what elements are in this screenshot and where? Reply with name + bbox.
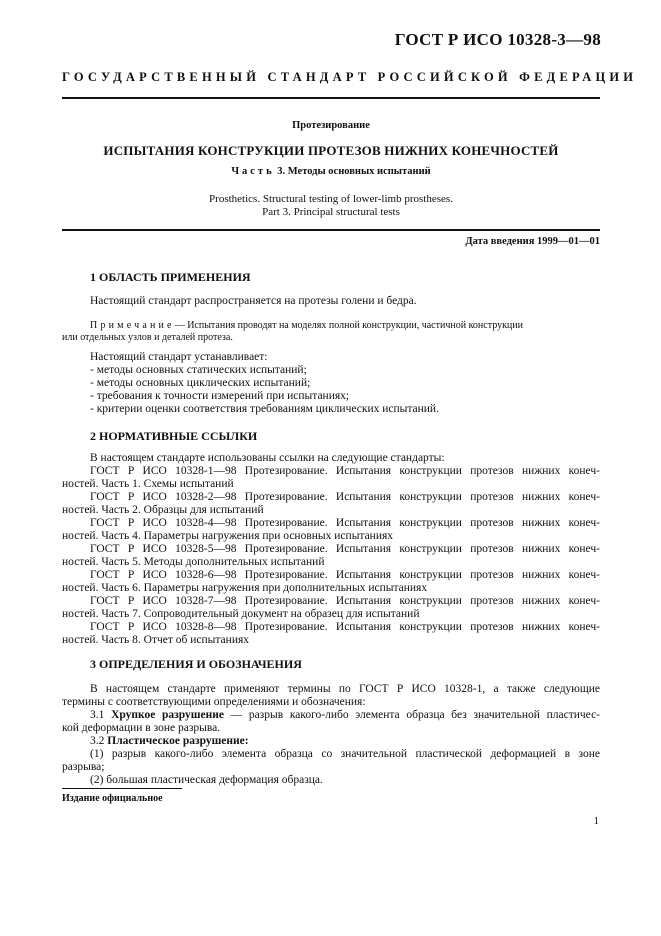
reference-line2: ностей. Часть 6. Параметры нагружения при дополнительных испытаниях (62, 582, 428, 594)
list-item: - методы основных циклических испытаний; (90, 377, 311, 389)
list-item: - требования к точности измерений при испытаниях; (90, 390, 350, 402)
section1-heading: 1 ОБЛАСТЬ ПРИМЕНЕНИЯ (90, 270, 251, 284)
state-standard-banner: ГОСУДАРСТВЕННЫЙ СТАНДАРТ РОССИЙСКОЙ ФЕДЕРАЦИИ (62, 70, 638, 84)
definition-3-2-heading: 3.2 Пластическое разрушение: (90, 735, 249, 747)
title-divider (62, 229, 600, 231)
reference-line1: ГОСТ Р ИСО 10328-2—98 Протезирование. Испытания конструкции протезов нижних конеч- (90, 491, 600, 503)
reference-line1: ГОСТ Р ИСО 10328-7—98 Протезирование. Испытания конструкции протезов нижних конеч- (90, 595, 600, 607)
top-divider (62, 97, 600, 99)
reference-line2: ностей. Часть 4. Параметры нагружения при основных испытаниях (62, 530, 394, 542)
reference-line1: ГОСТ Р ИСО 10328-4—98 Протезирование. Испытания конструкции протезов нижних конеч- (90, 517, 600, 529)
part-rest: 3. Методы основных испытаний (277, 166, 431, 177)
reference-line1: ГОСТ Р ИСО 10328-6—98 Протезирование. Испытания конструкции протезов нижних конеч- (90, 569, 600, 581)
definition-3-1-line2: кой деформации в зоне разрыва. (62, 722, 221, 734)
main-title: ИСПЫТАНИЯ КОНСТРУКЦИИ ПРОТЕЗОВ НИЖНИХ КОНЕЧНОСТЕЙ (103, 143, 559, 158)
english-title-line2: Part 3. Principal structural tests (262, 206, 400, 218)
reference-line2: ностей. Часть 1. Схемы испытаний (62, 478, 234, 490)
gost-number: ГОСТ Р ИСО 10328-3—98 (394, 30, 601, 49)
reference-line2: ностей. Часть 5. Методы дополнительных испытаний (62, 556, 325, 568)
term-plastic-fracture: Пластическое разрушение: (107, 735, 249, 747)
section3-intro-line1: В настоящем стандарте применяют термины по ГОСТ Р ИСО 10328-1, а также следующие (90, 683, 600, 695)
definition-3-2-item2: (2) большая пластическая деформация образца. (90, 774, 323, 786)
section3-intro-line2: термины с соответствующими определениями и обозначения: (62, 696, 366, 708)
reference-line1: ГОСТ Р ИСО 10328-8—98 Протезирование. Испытания конструкции протезов нижних конеч- (90, 621, 600, 633)
reference-line1: ГОСТ Р ИСО 10328-5—98 Протезирование. Испытания конструкции протезов нижних конеч- (90, 543, 600, 555)
definition-3-2-item1-line2: разрыва; (62, 761, 105, 773)
section1-note-line2: или отдельных узлов и деталей протеза. (62, 332, 233, 343)
part-title (62, 166, 600, 177)
section1-para2: Настоящий стандарт устанавливает: (90, 351, 268, 363)
section3-heading: 3 ОПРЕДЕЛЕНИЯ И ОБОЗНАЧЕНИЯ (90, 657, 302, 671)
section1-note-line1: Примечание— Испытания проводят на моделях полной конструкции, частичной конструкции (90, 320, 523, 331)
term-brittle-fracture: Хрупкое разрушение (111, 709, 224, 721)
footer-divider (62, 788, 182, 789)
section2-heading: 2 НОРМАТИВНЫЕ ССЫЛКИ (90, 429, 258, 443)
note-word: Примечание (90, 320, 175, 331)
page-number: 1 (593, 815, 599, 827)
section2-intro: В настоящем стандарте использованы ссылки на следующие стандарты: (90, 452, 445, 464)
reference-line2: ностей. Часть 8. Отчет об испытаниях (62, 634, 250, 646)
definition-3-2-item1-line1: (1) разрыв какого-либо элемента образца со значительной пластической деформацией в зоне (90, 748, 600, 760)
effective-date: Дата введения 1999—01—01 (465, 236, 600, 247)
list-item: - критерии оценки соответствия требованиям циклических испытаний. (90, 403, 439, 415)
subject-title: Протезирование (292, 120, 370, 131)
section1-para1: Настоящий стандарт распространяется на протезы голени и бедра. (90, 295, 417, 307)
official-edition-label: Издание официальное (62, 793, 163, 804)
list-item: - методы основных статических испытаний; (90, 364, 307, 376)
definition-3-1-line1: 3.1 Хрупкое разрушение — разрыв какого-либо элемента образца без значительной пластичес- (90, 709, 601, 721)
reference-line2: ностей. Часть 2. Образцы для испытаний (62, 504, 264, 516)
english-title-line1: Prosthetics. Structural testing of lower-limb prostheses. (209, 193, 453, 205)
part-word: Часть (231, 166, 275, 177)
reference-line2: ностей. Часть 7. Сопроводительный документ на образец для испытаний (62, 608, 420, 620)
reference-line1: ГОСТ Р ИСО 10328-1—98 Протезирование. Испытания конструкции протезов нижних конеч- (90, 465, 600, 477)
